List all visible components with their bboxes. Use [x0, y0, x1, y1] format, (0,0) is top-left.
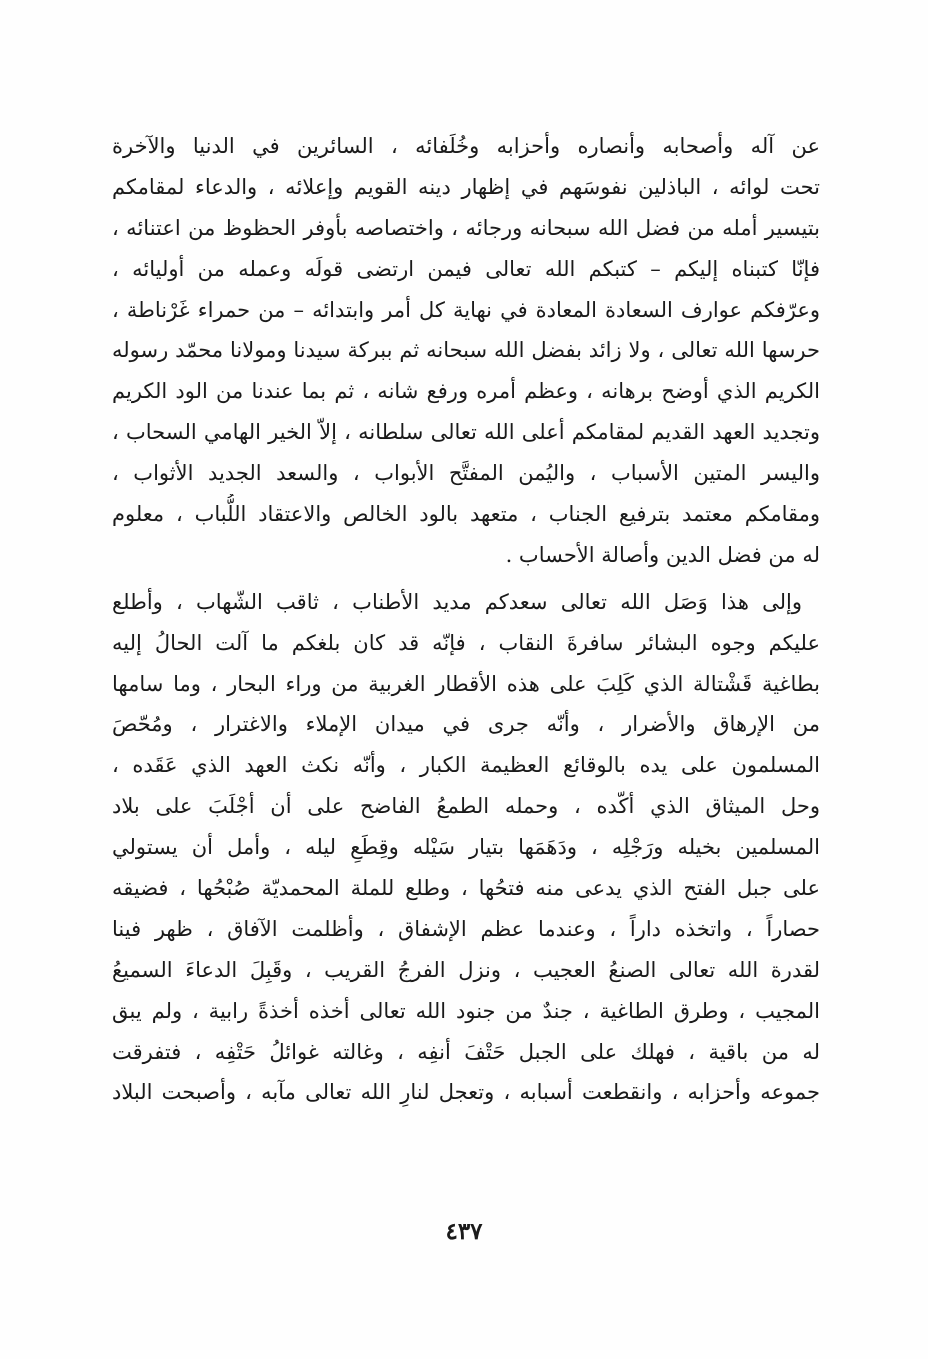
text-line: حصاراً ، واتخذه داراً ، وعندما عظم الإشفاق ، وأظلمت الآفاق ، ظهر فينا [112, 916, 820, 941]
text-line: عليكم وجوه البشائر سافرةَ النقاب ، فإنّه قد كان بلغكم ما آلت الحالُ إليه [112, 630, 820, 655]
text-line: وحل الميثاق الذي أكّده ، وحمله الطمعُ الفاضح على أن أجْلَبَ على بلاد [112, 794, 820, 819]
page-number: ٤٣٧ [445, 1218, 483, 1245]
text-line: فإنّا كتبناه إليكم – كتبكم الله تعالى فيمن ارتضى قولَه وعمله من أوليائه ، [112, 256, 820, 281]
text-line: له من فضل الدين وأصالة الأحساب . [505, 542, 820, 567]
paragraph-1 [112, 126, 820, 576]
text-line: بتيسير أمله من فضل الله سبحانه ورجائه ، واختصاصه بأوفر الحظوظ من اعتنائه ، [112, 215, 820, 240]
text-line: المسلمون على يده بالوقائع العظيمة الكبار ، وأنّه نكث العهد الذي عَقَده ، [112, 753, 820, 778]
text-line: الكريم الذي أوضح برهانه ، وعظم أمره ورفع شانه ، ثم بما عندنا من الود الكريم [112, 379, 820, 404]
text-line: لقدرة الله تعالى الصنعُ العجيب ، ونزل الفرجُ القريب ، وقَبِلَ الدعاءَ السميعُ [112, 957, 820, 982]
text-line: وإلى هذا وَصَل الله تعالى سعدكم مديد الأطناب ، ثاقب الشّهاب ، وأطلع [112, 589, 802, 614]
text-line: حرسها الله تعالى ، ولا زائد بفضل الله سبحانه ثم ببركة سيدنا ومولانا محمّد رسوله [112, 338, 820, 363]
text-line: ومقامكم معتمد بترفيع الجناب ، متعهد بالود الخالص والاعتقاد اللُّباب ، معلوم [112, 502, 820, 527]
text-line: من الإرهاق والأضرار ، وأنّه جرى في ميدان الإملاء والاغترار ، ومُحّصَ [112, 712, 820, 737]
text-line: على جبل الفتح الذي يدعى منه فتحُها ، وطلع للملة المحمديّة صُبْحُها ، فضيقه [112, 876, 820, 901]
text-line: المسلمين بخيله ورَجْلِه ، ودَهَمَها بتيار سَيْله وقِطَعِ ليله ، وأمل أن يستولي [112, 835, 820, 860]
paragraph-2 [112, 582, 820, 1114]
text-line: جموعه وأحزابه ، وانقطعت أسبابه ، وتعجل لنارِ الله تعالى مآبه ، وأصبحت البلاد [112, 1080, 820, 1105]
text-line: المجيب ، وطرق الطاغية ، جندٌ من جنود الله تعالى أخذه أخذةً رابية ، ولم يبق [112, 998, 820, 1023]
text-line: له من باقية ، فهلك على الجبل حَتْفَ أنفِه ، وغالته غوائلُ حَتْفِه ، فتفرقت [112, 1039, 820, 1064]
text-line: وتجديد العهد القديم لمقامكم أعلى الله تعالى سلطانه ، إلاّ الخير الهامي السحاب ، [112, 420, 820, 445]
text-line: عن آله وأصحابه وأنصاره وأحزابه وخُلَفائه ، السائرين في الدنيا والآخرة [112, 134, 820, 158]
text-line: بطاغية قَشْتالة الذي كَلِبَ على هذه الأقطار الغربية من وراء البحار ، وما سامها [112, 671, 820, 696]
text-line: واليسر المتين الأسباب ، واليُمن المفتَّح الأبواب ، والسعد الجديد الأثواب ، [112, 461, 820, 486]
text-line: تحت لوائه ، الباذلين نفوسَهم في إظهار دينه القويم وإعلائه ، والدعاء لمقامكم [112, 174, 820, 199]
body-text [112, 126, 820, 1113]
text-line: وعرّفكم عوارف السعادة المعادة في نهاية كل أمر وابتدائه – من حمراء غَرْناطة ، [112, 297, 820, 322]
